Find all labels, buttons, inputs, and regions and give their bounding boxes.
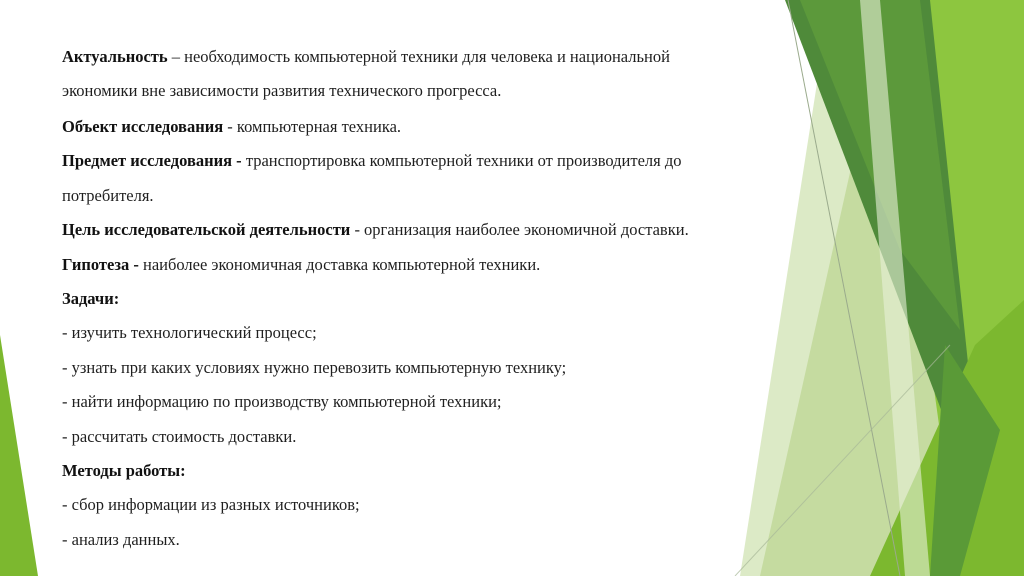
left-corner-triangle [0,335,38,576]
hypothesis-label: Гипотеза - [62,254,139,274]
task-item: - узнать при каких условиях нужно перевозить компьютерную технику; [62,357,567,377]
goal-text: - организация наиболее экономичной доставки. [350,220,689,240]
methods-label: Методы работы: [62,460,186,480]
tasks-heading [62,282,797,316]
hypothesis-text: наиболее экономичная доставка компьютерной техники. [138,254,541,274]
object-text: - компьютерная техника. [223,117,402,136]
goal-line [62,213,797,247]
methods-heading [62,454,797,488]
subject-continuation [62,179,797,213]
method-item: - сбор информации из разных источников; [62,495,360,515]
tasks-label: Задачи: [62,288,120,308]
task-item: - найти информацию по производству компьютерной техники; [62,392,502,412]
object-line [62,110,797,144]
hypothesis-line [62,248,797,282]
relevance-text: – необходимость компьютерной техники для человека и национальной [167,47,670,66]
subject-label: Предмет исследования - [62,151,242,171]
goal-label: Цель исследовательской деятельности [62,220,351,240]
subject-line [62,144,797,178]
subject-text: транспортировка компьютерной техники от производителя до [241,151,682,171]
slide-body [62,42,797,557]
task-item: - изучить технологический процесс; [62,323,317,343]
method-item: - анализ данных. [62,529,180,549]
relevance-continuation [62,72,797,110]
subject-continuation-text: потребителя. [62,185,154,205]
relevance-line [62,42,797,72]
relevance-label: Актуальность [62,47,168,66]
object-label: Объект исследования [62,117,224,136]
task-item: - рассчитать стоимость доставки. [62,426,297,446]
relevance-continuation-text: экономики вне зависимости развития технического прогресса. [62,81,502,100]
